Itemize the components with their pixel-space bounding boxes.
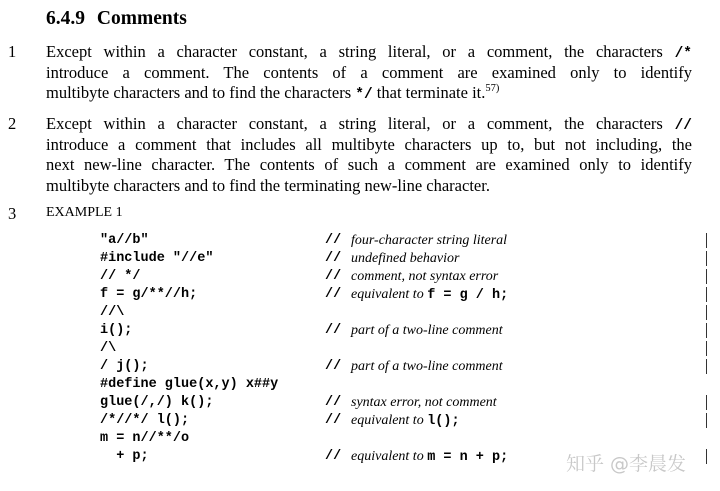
paragraph-number: 2 xyxy=(8,114,17,133)
change-bar xyxy=(706,341,707,356)
paragraph-line xyxy=(46,42,692,63)
code-line: /*//*/ l(); xyxy=(100,413,190,428)
comment-marker: // xyxy=(325,359,342,374)
code-row xyxy=(0,394,720,412)
code-comment: part of a two-line comment xyxy=(351,323,503,338)
text-run: Except within a character constant, a string literal, or a comment, the characters xyxy=(46,42,675,61)
paragraph-text xyxy=(46,114,692,196)
section-heading xyxy=(46,8,187,30)
paragraph-line xyxy=(46,83,692,104)
change-bar xyxy=(706,251,707,266)
code-line: #define glue(x,y) x##y xyxy=(100,377,279,392)
comment-marker: // xyxy=(325,413,342,428)
code-comment: syntax error, not comment xyxy=(351,395,497,410)
paragraph-line xyxy=(46,114,692,135)
watermark: 知乎 @李晨发 xyxy=(566,453,687,475)
code-row xyxy=(0,286,720,304)
example-label: EXAMPLE 1 xyxy=(46,205,123,220)
code-line: //\ xyxy=(100,305,125,320)
text-run: that terminate it. xyxy=(372,83,486,102)
code-row xyxy=(0,358,720,376)
code-token: */ xyxy=(355,87,373,103)
change-bar xyxy=(706,269,707,284)
change-bar xyxy=(706,287,707,302)
change-bar xyxy=(706,233,707,248)
code-line: / j(); xyxy=(100,359,149,374)
code-comment: part of a two-line comment xyxy=(351,359,503,374)
code-line: // */ xyxy=(100,269,141,284)
code-comment: four-character string literal xyxy=(351,233,508,248)
change-bar xyxy=(706,413,707,428)
paragraph-number: 3 xyxy=(8,204,17,223)
code-line: f = g/**//h; xyxy=(100,287,198,302)
code-line: i(); xyxy=(100,323,133,338)
section-number: 6.4.9 xyxy=(46,8,85,29)
comment-code: m = n + p; xyxy=(427,450,509,465)
code-row xyxy=(0,412,720,430)
comment-marker: // xyxy=(325,287,342,302)
code-row xyxy=(0,250,720,268)
code-line: glue(/,/) k(); xyxy=(100,395,214,410)
code-line: m = n//**/o xyxy=(100,431,190,446)
text-run: introduce a comment. The contents of a comment are examined only to identify xyxy=(46,62,692,82)
code-line: #include "//e" xyxy=(100,251,214,266)
code-line: "a//b" xyxy=(100,233,149,248)
paragraph-line: next new-line character. The contents of such a comment are examined only to identify xyxy=(46,155,692,174)
code-comment: equivalent to m = n + p; xyxy=(351,449,509,465)
code-row xyxy=(0,232,720,250)
code-comment: equivalent to f = g / h; xyxy=(351,287,509,303)
code-token: /* xyxy=(674,46,692,62)
paragraph-line: multibyte characters and to find the terminating new-line character. xyxy=(46,175,490,195)
text-run: multibyte characters and to find the characters xyxy=(46,83,356,102)
comment-code: f = g / h; xyxy=(427,288,509,303)
text-run: Except within a character constant, a string literal, or a comment, the characters xyxy=(46,114,675,133)
comment-marker: // xyxy=(325,251,342,266)
change-bar xyxy=(706,305,707,320)
paragraph-text xyxy=(46,42,692,104)
change-bar xyxy=(706,323,707,338)
code-row xyxy=(0,322,720,340)
comment-marker: // xyxy=(325,233,342,248)
change-bar xyxy=(706,395,707,410)
paragraph-line: introduce a comment that includes all multibyte characters up to, but not including, the xyxy=(46,134,692,154)
paragraph-line xyxy=(46,63,692,84)
code-row xyxy=(0,376,720,394)
comment-marker: // xyxy=(325,323,342,338)
code-line: + p; xyxy=(100,449,149,464)
code-row xyxy=(0,268,720,286)
comment-marker: // xyxy=(325,395,342,410)
code-row xyxy=(0,304,720,322)
comment-code: l(); xyxy=(427,414,460,429)
section-title: Comments xyxy=(96,8,187,29)
code-comment: comment, not syntax error xyxy=(351,269,499,284)
code-comment: equivalent to l(); xyxy=(351,413,460,429)
comment-marker: // xyxy=(325,449,342,464)
paragraph-number: 1 xyxy=(8,42,17,61)
code-comment: undefined behavior xyxy=(351,251,460,266)
code-token: // xyxy=(674,118,692,134)
code-row xyxy=(0,340,720,358)
change-bar xyxy=(706,359,707,374)
comment-marker: // xyxy=(325,269,342,284)
change-bar xyxy=(706,449,707,464)
footnote-marker: 57) xyxy=(485,83,500,94)
code-line: /\ xyxy=(100,341,117,356)
code-row xyxy=(0,430,720,448)
